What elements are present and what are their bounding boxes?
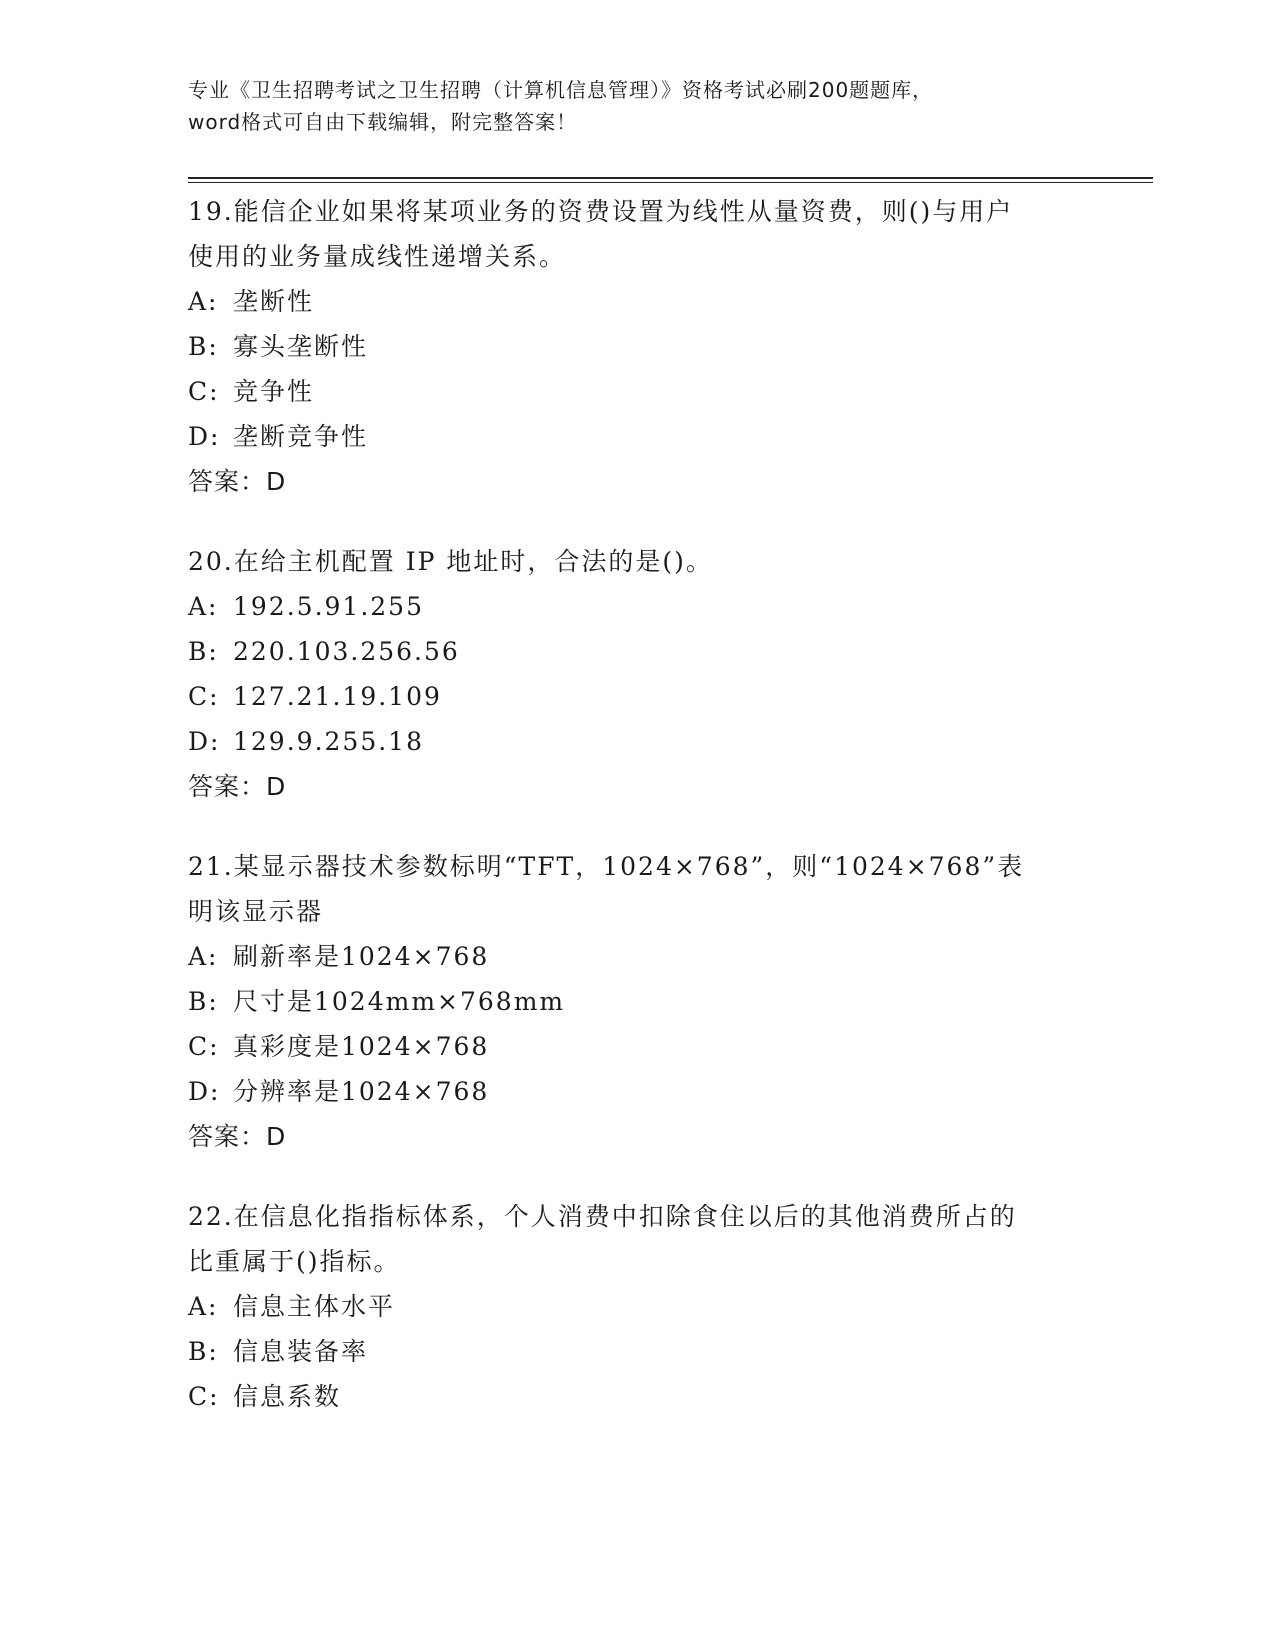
- option-key: C:: [188, 1032, 220, 1061]
- option-text: 129.9.255.18: [233, 727, 424, 756]
- question-stem: [188, 189, 1088, 279]
- option-text: 刷新率是1024×768: [233, 942, 490, 971]
- question-list: [188, 189, 1088, 1454]
- option-c: [188, 674, 1088, 719]
- option-c: [188, 1374, 1088, 1419]
- answer-line: 答案：D: [188, 467, 287, 496]
- stem-line: 明该显示器: [188, 897, 324, 926]
- option-key: B:: [188, 987, 219, 1016]
- option-c: [188, 1024, 1088, 1069]
- option-key: A:: [188, 287, 219, 316]
- option-key: B:: [188, 1337, 219, 1366]
- stem-line: 22.在信息化指指标体系，个人消费中扣除食住以后的其他消费所占的: [188, 1202, 1017, 1231]
- option-key: D:: [188, 1077, 221, 1106]
- option-text: 220.103.256.56: [233, 637, 460, 666]
- option-text: 竞争性: [233, 377, 315, 406]
- option-b: [188, 629, 1088, 674]
- question-20: [188, 539, 1088, 809]
- option-text: 垄断性: [233, 287, 315, 316]
- option-text: 192.5.91.255: [233, 592, 424, 621]
- option-d: [188, 1069, 1088, 1114]
- question-stem: [188, 844, 1088, 934]
- question-19: [188, 189, 1088, 504]
- option-text: 分辨率是1024×768: [233, 1077, 490, 1106]
- option-text: 尺寸是1024mm×768mm: [233, 987, 566, 1016]
- option-a: [188, 1284, 1088, 1329]
- option-text: 信息主体水平: [233, 1292, 396, 1321]
- option-d: [188, 719, 1088, 764]
- option-c: [188, 369, 1088, 414]
- option-key: B:: [188, 332, 219, 361]
- option-b: [188, 979, 1088, 1024]
- option-b: [188, 324, 1088, 369]
- option-key: D:: [188, 422, 221, 451]
- option-key: A:: [188, 942, 219, 971]
- question-21: [188, 844, 1088, 1159]
- option-a: [188, 279, 1088, 324]
- question-22: [188, 1194, 1088, 1419]
- question-stem: [188, 539, 1088, 584]
- question-stem: [188, 1194, 1088, 1284]
- header-line-1: 专业《卫生招聘考试之卫生招聘（计算机信息管理）》资格考试必刷200题题库，: [188, 78, 934, 102]
- stem-line: 比重属于()指标。: [188, 1247, 401, 1276]
- option-b: [188, 1329, 1088, 1374]
- option-text: 垄断竞争性: [233, 422, 369, 451]
- stem-line: 21.某显示器技术参数标明“TFT，1024×768”，则“1024×768”表: [188, 852, 1025, 881]
- document-header: [188, 74, 1108, 138]
- option-key: C:: [188, 1382, 220, 1411]
- option-key: C:: [188, 377, 220, 406]
- option-text: 127.21.19.109: [233, 682, 442, 711]
- option-text: 信息装备率: [233, 1337, 369, 1366]
- header-line-2: word格式可自由下载编辑，附完整答案！: [188, 110, 578, 134]
- option-key: A:: [188, 1292, 219, 1321]
- answer-line: 答案：D: [188, 772, 287, 801]
- option-key: A:: [188, 592, 219, 621]
- option-text: 真彩度是1024×768: [233, 1032, 490, 1061]
- option-d: [188, 414, 1088, 459]
- option-a: [188, 584, 1088, 629]
- stem-line: 20.在给主机配置 IP 地址时，合法的是()。: [188, 547, 713, 576]
- option-text: 寡头垄断性: [233, 332, 369, 361]
- option-a: [188, 934, 1088, 979]
- option-key: D:: [188, 727, 221, 756]
- option-key: B:: [188, 637, 219, 666]
- stem-line: 使用的业务量成线性递增关系。: [188, 242, 567, 271]
- answer-line: 答案：D: [188, 1122, 287, 1151]
- option-key: C:: [188, 682, 220, 711]
- header-divider-thick: [188, 177, 1153, 179]
- header-divider-thin: [188, 182, 1153, 183]
- option-text: 信息系数: [233, 1382, 342, 1411]
- stem-line: 19.能信企业如果将某项业务的资费设置为线性从量资费，则()与用户: [188, 197, 1014, 226]
